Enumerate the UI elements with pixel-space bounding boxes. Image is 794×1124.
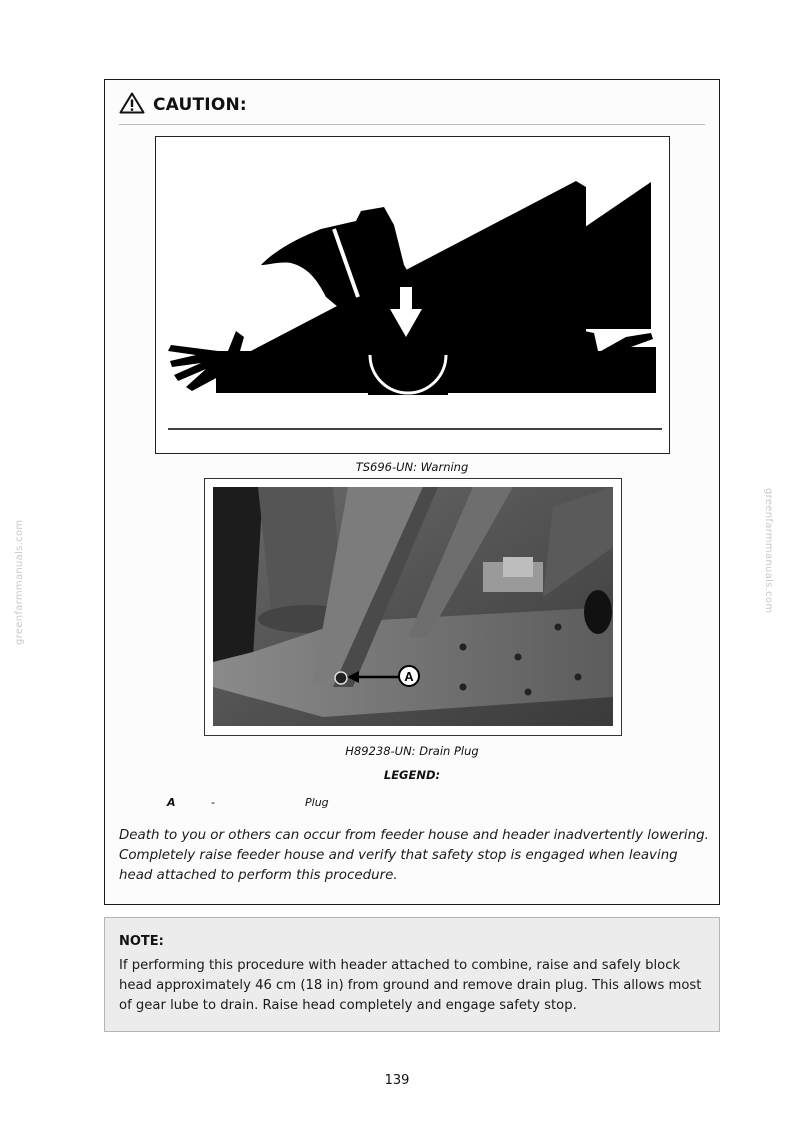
figure2-caption: H89238-UN: Drain Plug [345,744,479,758]
warning-pictogram [155,136,670,454]
note-text: If performing this procedure with header attached to combine, raise and safely block head approximately 46 cm (18 in) from ground and remove drain plug. This allows most of gear lube to drain. Raise head completely and engage safety stop. [119,958,702,1013]
header-divider [119,124,705,125]
note-box [104,917,720,1032]
legend-title: LEGEND: [383,768,441,782]
legend-dash: - [211,796,215,809]
caution-header [119,92,247,118]
caution-title: CAUTION: [153,95,247,115]
warning-triangle-icon [119,92,145,118]
drain-plug-photo [204,478,622,736]
watermark-left: greenfarmmanuals.com [14,519,25,645]
watermark-right: greenfarmmanuals.com [763,488,774,614]
note-title: NOTE: [119,934,164,949]
page-number: 139 [384,1073,410,1088]
legend-key: A [167,796,176,809]
callout-label: A [404,669,414,684]
figure1-caption: TS696-UN: Warning [355,460,469,474]
caution-text: Death to you or others can occur from feeder house and header inadvertently lowering. Completely raise feeder house and verify that safety stop is engaged when leaving head attached to perform this procedure. [119,828,709,883]
caution-box [104,79,720,905]
legend-value: Plug [305,796,329,809]
